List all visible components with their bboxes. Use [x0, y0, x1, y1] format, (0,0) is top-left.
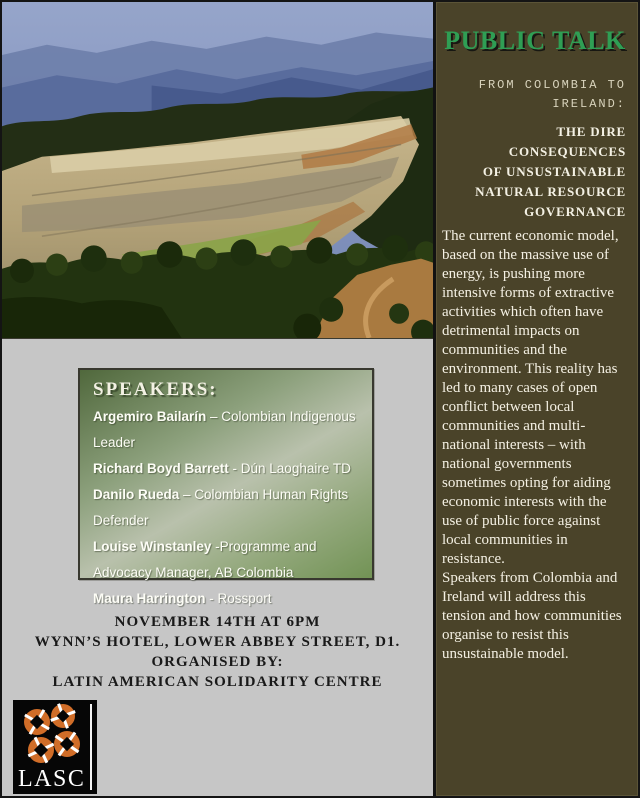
talk-heading-line: THE DIRE CONSEQUENCES — [508, 124, 626, 159]
speaker-entry — [93, 534, 362, 586]
left-panel — [2, 2, 433, 796]
talk-heading-line: OF UNSUSTAINABLE — [482, 164, 626, 179]
speaker-entry — [93, 404, 362, 456]
event-datetime: NOVEMBER 14TH AT 6PM — [114, 614, 321, 630]
speaker-entry — [93, 482, 362, 534]
lasc-logo-text: LASC — [18, 766, 86, 792]
event-organised-by: ORGANISED BY: — [151, 654, 284, 670]
speaker-name: Argemiro Bailarín — [93, 409, 207, 424]
speaker-name: Richard Boyd Barrett — [93, 461, 229, 476]
speaker-name: Danilo Rueda — [93, 487, 180, 502]
speaker-name: Maura Harrington — [93, 591, 206, 606]
mine-photo-illustration — [2, 2, 433, 338]
speaker-entry — [93, 586, 362, 612]
talk-description-paragraph-2: Speakers from Colombia and Ireland will address this tension and how communities organise to resist this unsustainable model. — [442, 570, 622, 662]
lasc-logo — [13, 700, 97, 794]
event-venue: WYNN’S HOTEL, LOWER ABBEY STREET, D1. — [34, 634, 401, 650]
speakers-title: SPEAKERS: — [93, 379, 218, 400]
speaker-role: - Rossport — [205, 591, 272, 606]
talk-description — [442, 227, 628, 664]
talk-description-paragraph-1: The current economic model, based on the massive use of energy, is pushing more intensive forms of extractive activities which often have detrimental impacts on communities and the environment. This reality has led to many cases of open conflict between local communities and multi-national interests – with national governments sometimes opting for aiding economic interests with the use of public force against local communities in resistance. — [442, 228, 619, 567]
talk-heading-line: NATURAL RESOURCE — [475, 184, 626, 199]
talk-heading — [442, 122, 626, 222]
speaker-role: - Dún Laoghaire TD — [228, 461, 351, 476]
speaker-role: – Colombian Indigenous Leader — [93, 409, 356, 450]
speaker-entry — [93, 456, 362, 482]
event-details — [2, 612, 433, 692]
mine-photo — [2, 2, 433, 339]
speaker-role: – Colombian Human Rights Defender — [93, 487, 349, 528]
lasc-logo-graphic — [13, 700, 97, 794]
speaker-role: -Programme and Advocacy Manager, AB Colombia — [93, 539, 317, 580]
speaker-name: Louise Winstanley — [93, 539, 212, 554]
talk-title: PUBLIC TALK — [444, 26, 626, 55]
event-organiser: LATIN AMERICAN SOLIDARITY CENTRE — [52, 674, 383, 690]
speakers-box — [78, 368, 374, 606]
talk-subtitle: FROM COLOMBIA TO IRELAND: — [478, 78, 626, 111]
right-panel — [433, 2, 638, 796]
talk-heading-line: GOVERNANCE — [524, 204, 626, 219]
